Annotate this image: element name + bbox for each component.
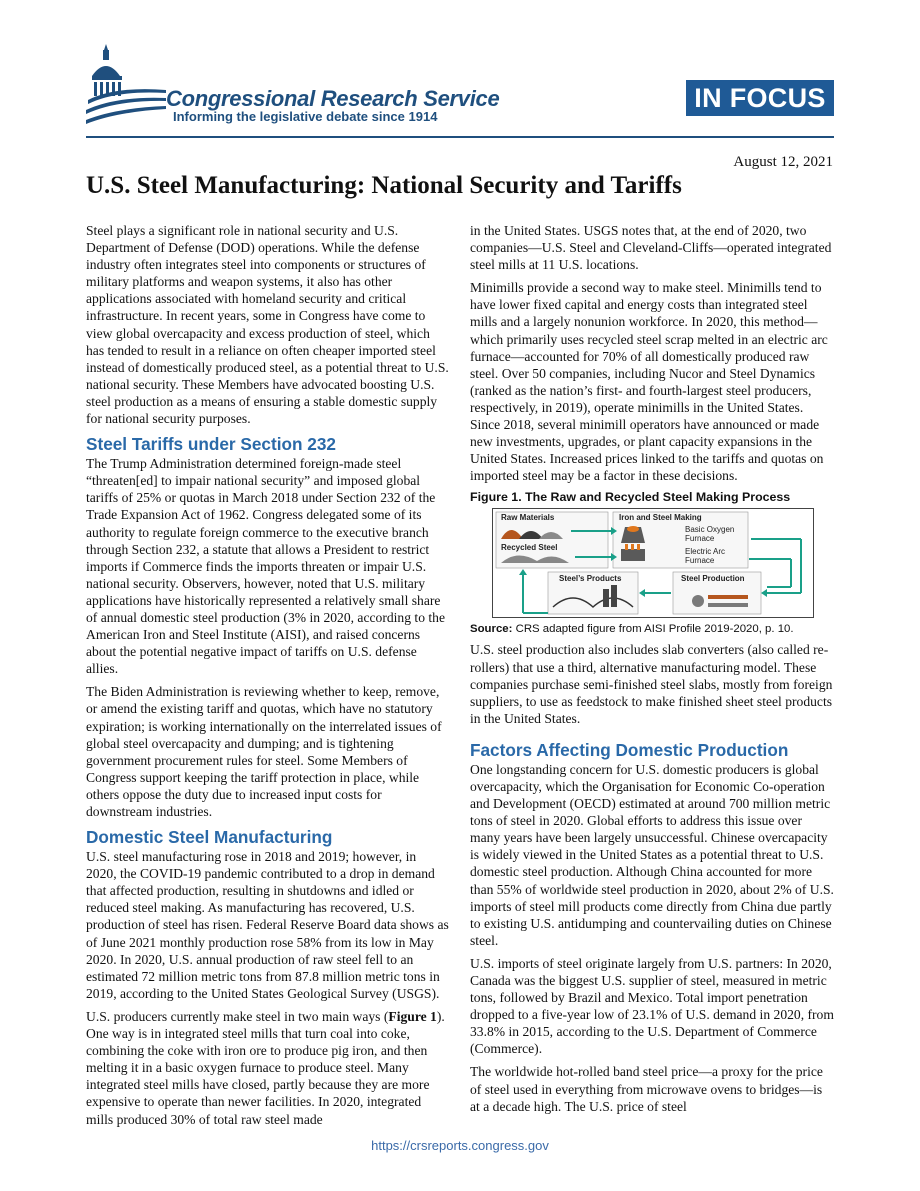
masthead <box>0 0 920 140</box>
intro-paragraph: Steel plays a significant role in national security and U.S. Department of Defense (DOD) operations. While the defense industry often integrates steel into components or structures of military platforms and weapon systems, it also has other applications associated with homeland security and critical infrastructure. In recent years, some in Congress have come to view global overcapacity and excess production of steel, which has tended to result in a reliance on often cheaper imported steel instead of domestically produced steel, as a potential threat to U.S. national security. These Members have advocated boosting U.S. steel production as a means of ensuring a stable domestic supply for national security purposes. <box>86 223 449 427</box>
figure-label-recycled-steel: Recycled Steel <box>501 543 558 553</box>
process-flow-diagram <box>493 509 813 617</box>
header-rule <box>86 136 834 138</box>
left-column <box>86 222 450 1134</box>
figure-title: Figure 1. The Raw and Recycled Steel Making Process <box>470 490 791 505</box>
paragraph: U.S. producers currently make steel in two main ways (Figure 1). One way is in integrated steel mills that turn coal into coke, combining the coke with iron ore to produce pig iron, and then melting it in a basic oxygen furnace to produce steel. Many integrated steel mills have closed, partly because they are more expensive to operate than newer facilities. In 2020, integrated mills produced 30% of total raw steel made <box>86 1008 445 1127</box>
figure-label-electric-arc-furnace: Electric Arc Furnace <box>685 547 726 566</box>
capitol-dome-logo <box>86 40 168 130</box>
paragraph: Minimills provide a second way to make steel. Minimills tend to have lower fixed capital and energy costs than integrated steel mills and a largely nonunion workforce. In 2020, this method—which primarily uses recycled steel scrap melted in an electric arc furnace—accounted for 70% of all domestically produced raw steel. Over 50 companies, including Nucor and Steel Dynamics (ranked as the nation’s first- and fourth-largest steel producers, respectively, in 2019), operate minimills in the United States. Since 2018, several minimill operators have announced or made new investments, upgrades, or plant capacity expansions in the United States. Increased prices linked to the tariffs and quotas on imported steel may be a factor in these decisions. <box>470 280 828 484</box>
figure-label-steel-production: Steel Production <box>681 574 745 584</box>
page-title: U.S. Steel Manufacturing: National Security and Tariffs <box>86 172 682 199</box>
paragraph: The Biden Administration is reviewing whether to keep, remove, or amend the existing tariff and quotas, which have no statutory expiration; is working internationally on the interrelated issues of global steel overcapacity and dumping; and is tightening government procurement rules for steel. Some Members of Congress support keeping the tariff protection in place, while others oppose the duty due to increased input costs for downstream industries. <box>86 684 442 819</box>
paragraph: U.S. steel manufacturing rose in 2018 and 2019; however, in 2020, the COVID-19 pandemic contributed to a drop in demand that affected production, resulting in shutdowns and idled or reduced steel making. As manufacturing has recovered, U.S. production of steel has risen. Federal Reserve Board data shows as of June 2021 monthly production rose 58% from its low in May 2020. In 2020, U.S. annual production of raw steel fell to an estimated 72 million metric tons from 87.8 million metric tons in 2019, according to the United States Geological Survey (USGS). <box>86 849 449 1001</box>
brand-tagline: Informing the legislative debate since 1914 <box>173 109 438 124</box>
figure-reference-link[interactable]: Figure 1 <box>388 1008 437 1024</box>
paragraph: in the United States. USGS notes that, at the end of 2020, two companies—U.S. Steel and Cleveland-Cliffs—operated integrated steel mills at 11 U.S. locations. <box>470 223 832 273</box>
figure-source: Source: CRS adapted figure from AISI Profile 2019-2020, p. 10. <box>470 623 794 636</box>
figure-label-raw-materials: Raw Materials <box>501 513 555 523</box>
paragraph: The Trump Administration determined foreign-made steel “threaten[ed] to impair national security” and imposed global tariffs of 25% or quotas in March 2018 under Section 232 of the Trade Expansion Act of 1962. Congress delegated some of its authority to regulate foreign commerce to the executive branch through Section 232, a statute that allows a President to restrict imports if Commerce finds the imports threaten or impair U.S. national security. Observers, however, noted that U.S. military applications have historically represented a relatively small share of annual domestic steel production (3% in 2020, according to the American Iron and Steel Institute (AISI), and raised concerns about the potential negative impact of tariffs on U.S. defense allies. <box>86 456 446 677</box>
report-date: August 12, 2021 <box>733 154 833 170</box>
section-heading-tariffs: Steel Tariffs under Section 232 <box>86 434 336 455</box>
brand-name: Congressional Research Service <box>166 86 500 111</box>
footer-url-link[interactable]: https://crsreports.congress.gov <box>371 1138 549 1153</box>
section-heading-domestic: Domestic Steel Manufacturing <box>86 827 333 848</box>
section-heading-factors: Factors Affecting Domestic Production <box>470 739 789 760</box>
paragraph: The worldwide hot-rolled band steel price—a proxy for the price of steel used in everything from microwave ovens to bridges—is at a decade high. The U.S. price of steel <box>470 1064 823 1114</box>
figure-label-basic-oxygen-furnace: Basic Oxygen Furnace <box>685 525 735 544</box>
right-column <box>470 222 834 1121</box>
paragraph: U.S. imports of steel originate largely from U.S. partners: In 2020, Canada was the biggest U.S. supplier of steel, measured in metric tons, followed by Brazil and Mexico. Total import penetration dropped to a five-year low of 23.1% of U.S. demand in 2020, from 33.8% in 2015, according to the U.S. Department of Commerce (Commerce). <box>470 955 834 1057</box>
steel-beam-icon <box>708 595 748 599</box>
paragraph: U.S. steel production also includes slab converters (also called re-rollers) that use a third, alternative manufacturing model. These companies purchase semi-finished steel slabs, mostly from foreign suppliers, to use as feedstock to make finished sheet steel products in the United States. <box>470 642 833 726</box>
steel-process-figure <box>492 508 814 618</box>
in-focus-badge: IN FOCUS <box>686 80 834 116</box>
paragraph: One longstanding concern for U.S. domestic producers is global overcapacity, which the Organisation for Economic Co-operation and Development (OECD) estimated at around 700 million metric tons of steel in 2020. Global efforts to address this issue over many years have been largely unsuccessful. Chinese overcapacity is widely viewed in the United States as a potential threat to U.S. domestic steel production. Although China accounted for more than 55% of worldwide steel production in 2020, about 2% of U.S. imports of steel mill products come directly from China due partly to existing U.S. antidumping and countervailing duties on Chinese steel. <box>470 761 834 948</box>
steel-coil-icon <box>692 595 704 607</box>
figure-label-steels-products: Steel’s Products <box>559 574 622 584</box>
figure-label-iron-steel-making: Iron and Steel Making <box>619 513 702 523</box>
electric-arc-furnace-icon <box>621 549 645 561</box>
